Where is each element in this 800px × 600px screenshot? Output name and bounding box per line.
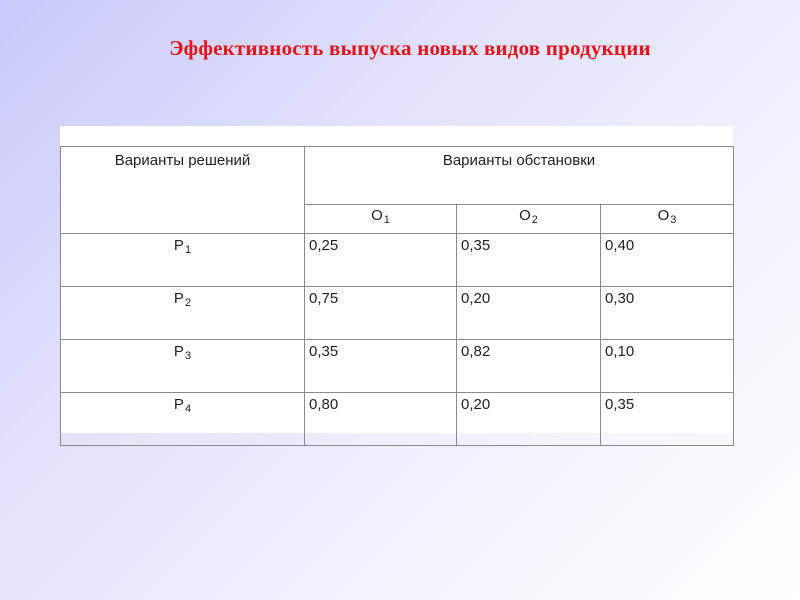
header-situation-variants: Варианты обстановки	[305, 147, 734, 205]
efficiency-table	[60, 146, 734, 446]
table-cell: 0,10	[601, 340, 734, 393]
row-label-p4: $P_4$	[61, 393, 305, 446]
row-label-p2: $P_2$	[61, 287, 305, 340]
table-cell: 0,30	[601, 287, 734, 340]
header-decision-variants: Варианты решений	[61, 147, 305, 234]
table-row	[61, 234, 734, 287]
table-cell: 0,35	[601, 393, 734, 446]
table-cell: 0,80	[305, 393, 457, 446]
header-situation-o1: $O_1$	[305, 205, 457, 234]
table-cell: 0,40	[601, 234, 734, 287]
header-situation-o2: $O_2$	[457, 205, 601, 234]
row-label-p1: $P_1$	[61, 234, 305, 287]
table-cell: 0,82	[457, 340, 601, 393]
slide-title: Эффективность выпуска новых видов продукции	[169, 36, 651, 60]
table-cell: 0,35	[457, 234, 601, 287]
table-cell: 0,25	[305, 234, 457, 287]
table-cell: 0,35	[305, 340, 457, 393]
table-row	[61, 393, 734, 446]
table-row	[61, 340, 734, 393]
table-cell: 0,20	[457, 393, 601, 446]
table-cell: 0,75	[305, 287, 457, 340]
table-row	[61, 287, 734, 340]
header-situation-o3: $O_3$	[601, 205, 734, 234]
table-panel	[60, 126, 733, 433]
row-label-p3: $P_3$	[61, 340, 305, 393]
table-cell: 0,20	[457, 287, 601, 340]
